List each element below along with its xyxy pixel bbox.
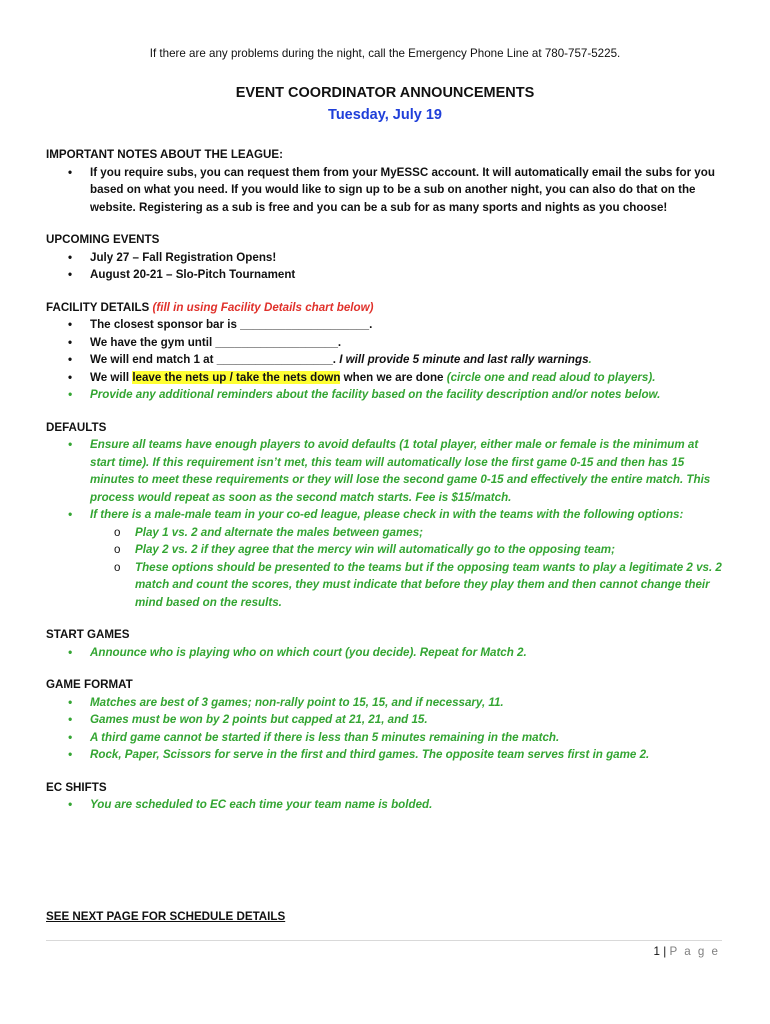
section-upcoming-events (46, 231, 726, 284)
emergency-notice: If there are any problems during the night, call the Emergency Phone Line at 780-757-5225. (149, 47, 621, 60)
section-game-format (46, 676, 726, 764)
list-item: • Announce who is playing who on which court (you decide). Repeat for Match 2. (90, 644, 726, 662)
item-bold-text: I will provide 5 minute and last rally warnings (339, 353, 589, 366)
event-date: July 27 (90, 250, 130, 264)
page-date: Tuesday, July 19 (328, 107, 442, 123)
bullet-list (46, 249, 726, 284)
bullet-list (46, 316, 726, 404)
footer-divider (46, 940, 722, 941)
heading-note: (fill in using Facility Details chart below) (152, 300, 374, 314)
list-item (90, 369, 726, 387)
list-item: • You are scheduled to EC each time your team name is bolded. (90, 796, 726, 814)
sub-list-item: o These options should be presented to the teams but if the opposing team wants to play a legitimate 2 vs. 2 match and count the scores, they must indicate that before they play them and then cannot change their mind based on the results. (135, 559, 726, 612)
list-item: • The closest sponsor bar is ____________________. (90, 316, 726, 334)
section-heading: DEFAULTS (46, 420, 107, 434)
page-footer (654, 945, 720, 958)
bullet-list (46, 796, 726, 814)
list-item: • If you require subs, you can request them from your MyESSC account. It will automatically email the subs for you based on what you need. If you would like to sign up to be a sub on another night, you can also do that on the website. Registering as a sub is free and you can be a sub for as many sports and nights as you choose! (90, 164, 726, 217)
section-important-notes (46, 146, 726, 216)
section-start-games (46, 626, 726, 661)
item-green-text: (circle one and read aloud to players). (446, 370, 656, 384)
section-defaults (46, 419, 726, 612)
list-item: • We have the gym until ___________________. (90, 334, 726, 352)
bullet-list (46, 694, 726, 764)
item-text: We will end match 1 at __________________. (90, 353, 340, 366)
list-item: • Rock, Paper, Scissors for serve in the first and third games. The opposite team serves first in game 2. (90, 746, 726, 764)
item-text: If there is a male-male team in your co-ed league, please check in with the teams with the following options: (90, 508, 684, 521)
section-facility-details (46, 299, 726, 404)
section-heading (46, 299, 726, 317)
item-text: We will (90, 370, 133, 384)
list-item: • Matches are best of 3 games; non-rally point to 15, 15, and if necessary, 11. (90, 694, 726, 712)
list-item (90, 249, 726, 267)
event-text: – Fall Registration Opens! (129, 250, 277, 264)
list-item (90, 506, 726, 611)
footer-separator: | (660, 945, 670, 958)
list-item: • Games must be won by 2 points but capped at 21, 21, and 15. (90, 711, 726, 729)
list-item: • Ensure all teams have enough players to avoid defaults (1 total player, either male or female is the minimum at start time). If this requirement isn’t met, this team will automatically lose the first game 0-15 and then has 15 minutes to meet these requirements or they will lose the second game 0-15 and effectively the entire match. This process would repeat as soon as the second match starts. Fee is $15/match. (90, 436, 726, 506)
bullet-list (46, 436, 726, 611)
section-ec-shifts (46, 779, 726, 814)
heading-text: FACILITY DETAILS (46, 300, 150, 314)
section-heading: EC SHIFTS (46, 780, 107, 794)
sub-list-item: o Play 2 vs. 2 if they agree that the mercy win will automatically go to the opposing team; (135, 541, 726, 559)
document-body (46, 146, 726, 829)
list-item (90, 351, 726, 369)
item-green-text: . (588, 353, 592, 366)
section-heading: UPCOMING EVENTS (46, 233, 160, 246)
section-heading: GAME FORMAT (46, 678, 133, 691)
sub-list-item: o Play 1 vs. 2 and alternate the males between games; (135, 524, 726, 542)
page-title: EVENT COORDINATOR ANNOUNCEMENTS (235, 85, 535, 101)
bullet-list (46, 644, 726, 662)
page-number: 1 (653, 945, 660, 958)
see-next-page-note: SEE NEXT PAGE FOR SCHEDULE DETAILS (46, 910, 286, 923)
list-item: • A third game cannot be started if there is less than 5 minutes remaining in the match. (90, 729, 726, 747)
section-heading: IMPORTANT NOTES ABOUT THE LEAGUE: (46, 148, 284, 161)
highlighted-text: leave the nets up / take the nets down (132, 370, 341, 384)
list-item: • August 20-21 – Slo-Pitch Tournament (90, 266, 726, 284)
page-label: P a g e (669, 945, 720, 958)
section-heading: START GAMES (46, 628, 130, 641)
bullet-list (46, 164, 726, 217)
list-item: • Provide any additional reminders about the facility based on the facility description and/or notes below. (90, 386, 726, 404)
item-text: when we are done (340, 370, 447, 384)
sub-list (90, 524, 726, 612)
